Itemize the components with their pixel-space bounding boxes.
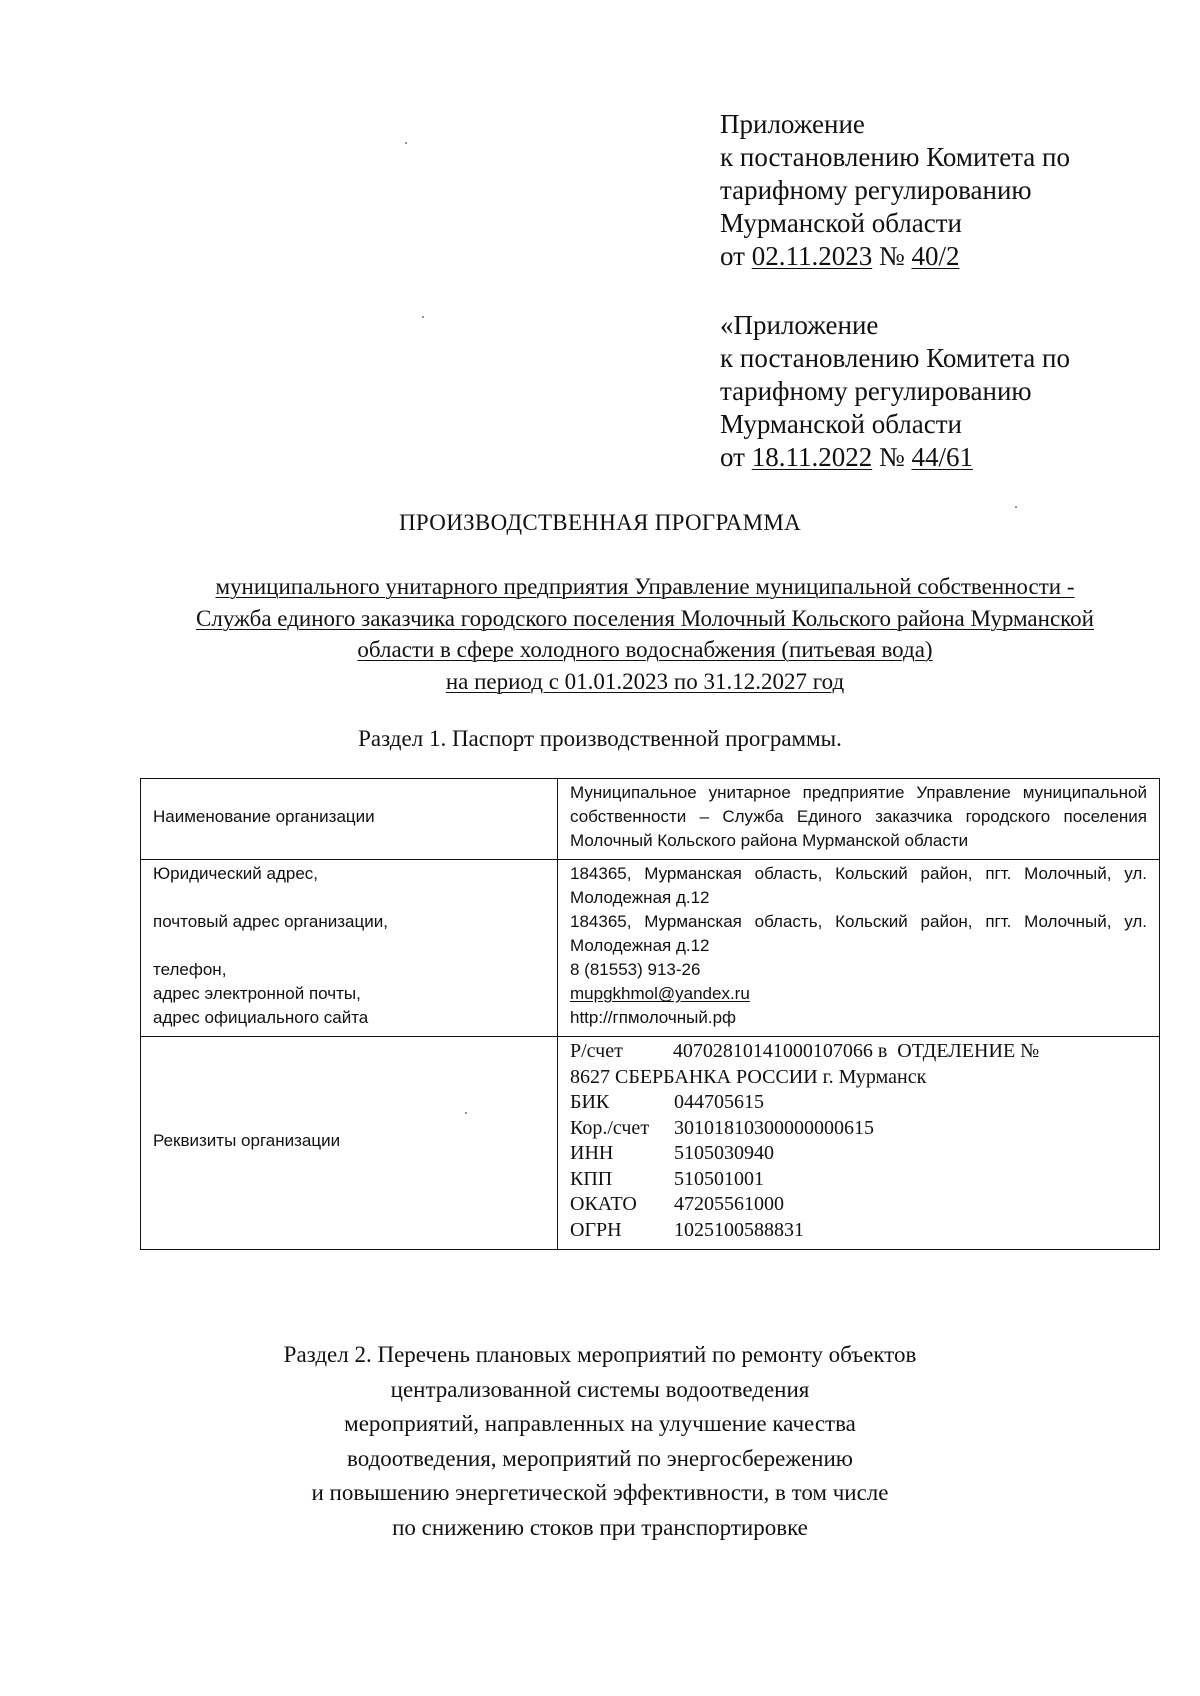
approval-line: Приложение [720, 109, 865, 139]
corr-account-label: Кор./счет [570, 1116, 650, 1139]
org-name-value: Муниципальное унитарное предприятие Управление муниципальной собственности – Служба Единого заказчика городского поселения Молочный Кольского района Мурманской области [558, 779, 1160, 860]
subtitle-line: области в сфере холодного водоснабжения (питьевая вода) [357, 637, 933, 662]
approval-date-line [720, 240, 1070, 273]
approval-line: к постановлению Комитета по [720, 142, 1070, 172]
document-subtitle [130, 571, 1160, 697]
table-row [141, 860, 1160, 1037]
document-title: ПРОИЗВОДСТВЕННАЯ ПРОГРАММА [399, 510, 801, 535]
ogrn-value: 1025100588831 [674, 1218, 804, 1241]
section-2-line: Раздел 2. Перечень плановых мероприятий по ремонту объектов [283, 1342, 917, 1367]
approval-date-line [720, 441, 1070, 474]
date-prefix: от [720, 442, 752, 472]
email-label: адрес электронной почты, [153, 984, 361, 1003]
kpp-value: 510501001 [674, 1167, 764, 1190]
requisites-values-cell [558, 1037, 1160, 1250]
org-name-label: Наименование организации [141, 779, 558, 860]
inn-label: ИНН [570, 1142, 614, 1164]
bank-account-line: Р/счет 40702810141000107066 в ОТДЕЛЕНИЕ № [570, 1040, 1040, 1062]
approval-number: 40/2 [911, 241, 960, 271]
corr-account-row [570, 1116, 1147, 1142]
okato-value: 47205561000 [674, 1193, 784, 1215]
section-2-line: и повышению энергетической эффективности, в том числе [311, 1480, 889, 1505]
subtitle-line: Служба единого заказчика городского поселения Молочный Кольского района Мурманской [196, 605, 1094, 631]
kpp-row [570, 1167, 1147, 1193]
corr-account-value: 30101810300000000615 [674, 1116, 874, 1139]
number-prefix: № [872, 442, 912, 472]
inn-row [570, 1141, 1147, 1167]
bik-row [570, 1090, 1147, 1116]
scan-speck [422, 316, 424, 318]
inn-value: 5105030940 [674, 1142, 774, 1164]
website-value: http://гпмолочный.рф [570, 1008, 737, 1027]
approval-date: 02.11.2023 [751, 241, 873, 271]
legal-address-label: Юридический адрес, [153, 864, 319, 883]
previous-approval-header [720, 309, 1070, 474]
approval-line: Мурманской области [720, 409, 962, 439]
approval-line: Мурманской области [720, 208, 962, 238]
bank-name-line: 8627 СБЕРБАНКА РОССИИ г. Мурманск [570, 1065, 927, 1088]
approval-line: тарифному регулированию [720, 376, 1032, 406]
kpp-label: КПП [570, 1167, 613, 1190]
ogrn-label: ОГРН [570, 1218, 622, 1241]
section-2-line: водоотведения, мероприятий по энергосбережению [347, 1445, 853, 1471]
scan-speck [1015, 506, 1017, 508]
contacts-labels-cell [141, 860, 558, 1037]
section-2-line: централизованной системы водоотведения [390, 1376, 810, 1402]
postal-address-value: 184365, Мурманская область, Кольский район, пгт. Молочный, ул. Молодежная д.12 [570, 912, 1147, 955]
bik-label: БИК [570, 1091, 610, 1113]
okato-row [570, 1192, 1147, 1218]
subtitle-line: муниципального унитарного предприятия Управление муниципальной собственности - [215, 574, 1075, 599]
approval-line: тарифному регулированию [720, 175, 1032, 205]
approval-header [720, 108, 1070, 273]
passport-table [140, 778, 1160, 1250]
phone-label: телефон, [153, 960, 227, 979]
requisites-label: Реквизиты организации [141, 1037, 558, 1250]
number-prefix: № [872, 241, 912, 271]
approval-line: «Приложение [720, 310, 879, 340]
contacts-values-cell [558, 860, 1160, 1037]
approval-date: 18.11.2022 [751, 442, 873, 472]
bik-value: 044705615 [674, 1091, 764, 1113]
date-prefix: от [720, 241, 752, 271]
website-label: адрес официального сайта [153, 1008, 369, 1027]
legal-address-value: 184365, Мурманская область, Кольский район, пгт. Молочный, ул. Молодежная д.12 [570, 864, 1147, 907]
table-row [141, 1037, 1160, 1250]
approval-line: к постановлению Комитета по [720, 343, 1070, 373]
table-row [141, 779, 1160, 860]
postal-address-label: почтовый адрес организации, [153, 912, 388, 931]
email-value: mupgkhmol@yandex.ru [570, 984, 750, 1003]
subtitle-line: на период с 01.01.2023 по 31.12.2027 год [445, 668, 845, 694]
scan-speck [405, 142, 407, 144]
section-2-line: мероприятий, направленных на улучшение качества [344, 1411, 856, 1436]
ogrn-row [570, 1218, 1147, 1244]
section-1-title: Раздел 1. Паспорт производственной программы. [358, 726, 842, 751]
section-2-line: по снижению стоков при транспортировке [392, 1514, 808, 1540]
phone-value: 8 (81553) 913-26 [570, 960, 701, 979]
section-2-title [0, 1338, 1200, 1545]
approval-number: 44/61 [911, 442, 973, 472]
okato-label: ОКАТО [570, 1193, 637, 1215]
